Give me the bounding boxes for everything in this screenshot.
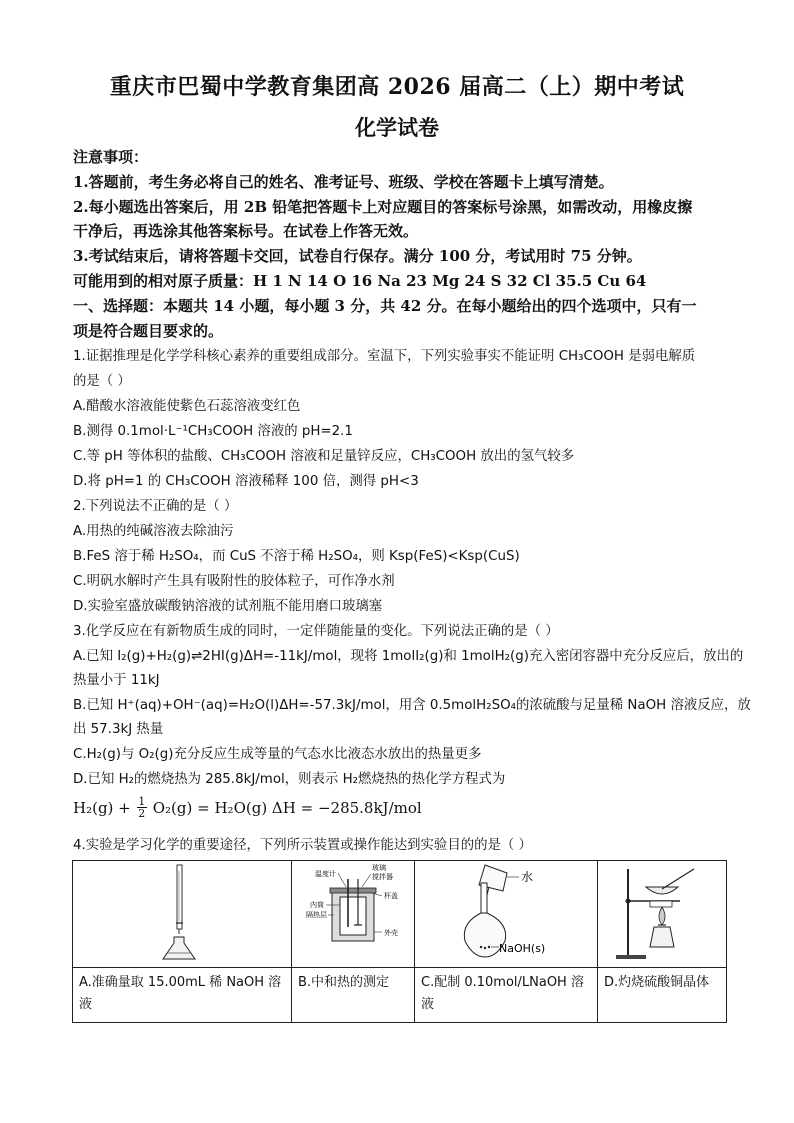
q4-figure-a bbox=[73, 861, 292, 968]
volumetric-flask-figure bbox=[415, 861, 597, 963]
label-insulation: 隔热层 bbox=[306, 911, 327, 919]
q2-stem: 2.下列说法不正确的是（ ） bbox=[73, 499, 238, 514]
formula-right: O₂(g) = H₂O(g) ΔH = −285.8kJ/mol bbox=[152, 798, 422, 817]
q4-figure-row bbox=[73, 861, 727, 968]
q2-option-d: D.实验室盛放碳酸钠溶液的试剂瓶不能用磨口玻璃塞 bbox=[73, 599, 383, 614]
q2-option-b: B.FeS 溶于稀 H₂SO₄，而 CuS 不溶于稀 H₂SO₄，则 Ksp(FeS)<Ksp(CuS) bbox=[73, 549, 520, 564]
q1-option-c: C.等 pH 等体积的盐酸、CH₃COOH 溶液和足量锌反应，CH₃COOH 放出的氢气较多 bbox=[73, 449, 575, 464]
q4-caption-row bbox=[73, 968, 727, 1023]
q3-option-c: C.H₂(g)与 O₂(g)充分反应生成等量的气态水比液态水放出的热量更多 bbox=[73, 747, 482, 762]
q1-option-d: D.将 pH=1 的 CH₃COOH 溶液稀释 100 倍，测得 pH<3 bbox=[73, 474, 419, 489]
exam-subtitle: 化学试卷 bbox=[355, 115, 439, 140]
note-1: 1.答题前，考生务必将自己的姓名、准考证号、班级、学校在答题卡上填写清楚。 bbox=[73, 173, 614, 191]
q4-figure-b bbox=[292, 861, 415, 968]
section-1-line-1: 一、选择题：本题共 14 小题，每小题 3 分，共 42 分。在每小题给出的四个选项中，只有一 bbox=[73, 297, 697, 315]
notes-heading: 注意事项： bbox=[73, 148, 149, 166]
q1-option-a: A.醋酸水溶液能使紫色石蕊溶液变红色 bbox=[73, 399, 301, 414]
note-2b: 干净后，再选涂其他答案标号。在试卷上作答无效。 bbox=[73, 222, 419, 240]
q4-caption-c: C.配制 0.10mol/LNaOH 溶液 bbox=[415, 968, 598, 1023]
q3-option-d: D.已知 H₂的燃烧热为 285.8kJ/mol，则表示 H₂燃烧热的热化学方程式为 bbox=[73, 772, 506, 787]
q4-stem: 4.实验是学习化学的重要途径，下列所示装置或操作能达到实验目的的是（ ） bbox=[73, 838, 532, 853]
atomic-masses: 可能用到的相对原子质量：H 1 N 14 O 16 Na 23 Mg 24 S 32 Cl 35.5 Cu 64 bbox=[73, 272, 647, 290]
q3-stem: 3.化学反应在有新物质生成的同时，一定伴随能量的变化。下列说法正确的是（ ） bbox=[73, 624, 559, 639]
formula-fraction bbox=[137, 796, 147, 819]
crucible-heating-figure bbox=[598, 861, 726, 963]
label-naoh-solid: NaOH(s) bbox=[499, 942, 546, 955]
q3-option-a-1: A.已知 I₂(g)+H₂(g)⇌2HI(g)ΔH=-11kJ/mol，现将 1molI₂(g)和 1molH₂(g)充入密闭容器中充分反应后，放出的 bbox=[73, 649, 744, 664]
label-shell: 外壳 bbox=[384, 929, 398, 937]
q4-options-table bbox=[72, 860, 727, 1023]
formula-left: H₂(g) + bbox=[73, 798, 131, 817]
fraction-numerator: 1 bbox=[138, 795, 146, 808]
label-stirrer-1: 玻璃 bbox=[372, 864, 386, 872]
q4-caption-b: B.中和热的测定 bbox=[292, 968, 415, 1023]
q4-figure-c bbox=[415, 861, 598, 968]
label-stirrer-2: 搅拌器 bbox=[372, 873, 393, 881]
q3-option-b-1: B.已知 H⁺(aq)+OH⁻(aq)=H₂O(l)ΔH=-57.3kJ/mol，用含 0.5molH₂SO₄的浓硫酸与足量稀 NaOH 溶液反应，放 bbox=[73, 698, 751, 713]
q1-stem-2: 的是（ ） bbox=[73, 374, 131, 389]
label-water: 水 bbox=[521, 870, 534, 884]
q2-option-a: A.用热的纯碱溶液去除油污 bbox=[73, 524, 234, 539]
label-lid: 杯盖 bbox=[384, 892, 398, 900]
q2-option-c: C.明矾水解时产生具有吸附性的胶体粒子，可作净水剂 bbox=[73, 574, 395, 589]
q3-formula bbox=[73, 796, 422, 819]
label-inner-cup: 内筒 bbox=[310, 901, 324, 909]
exam-title: 重庆市巴蜀中学教育集团高 2026 届高二（上）期中考试 bbox=[109, 74, 685, 100]
q3-option-a-2: 热量小于 11kJ bbox=[73, 673, 160, 688]
q4-figure-d bbox=[598, 861, 727, 968]
q3-option-b-2: 出 57.3kJ 热量 bbox=[73, 722, 164, 737]
q1-stem-1: 1.证据推理是化学学科核心素养的重要组成部分。室温下，下列实验事实不能证明 CH₃COOH 是弱电解质 bbox=[73, 349, 696, 364]
q1-option-b: B.测得 0.1mol·L⁻¹CH₃COOH 溶液的 pH=2.1 bbox=[73, 424, 353, 439]
q4-caption-d: D.灼烧硫酸铜晶体 bbox=[598, 968, 727, 1023]
fraction-denominator: 2 bbox=[138, 807, 146, 820]
note-3: 3.考试结束后，请将答题卡交回，试卷自行保存。满分 100 分，考试用时 75 分钟。 bbox=[73, 247, 642, 265]
section-1-line-2: 项是符合题目要求的。 bbox=[73, 322, 224, 340]
burette-figure bbox=[73, 861, 291, 963]
calorimeter-figure bbox=[292, 861, 414, 963]
q4-caption-a: A.准确量取 15.00mL 稀 NaOH 溶液 bbox=[73, 968, 292, 1023]
label-thermometer: 温度计 bbox=[315, 870, 336, 878]
note-2a: 2.每小题选出答案后，用 2B 铅笔把答题卡上对应题目的答案标号涂黑，如需改动，用橡皮擦 bbox=[73, 198, 693, 216]
